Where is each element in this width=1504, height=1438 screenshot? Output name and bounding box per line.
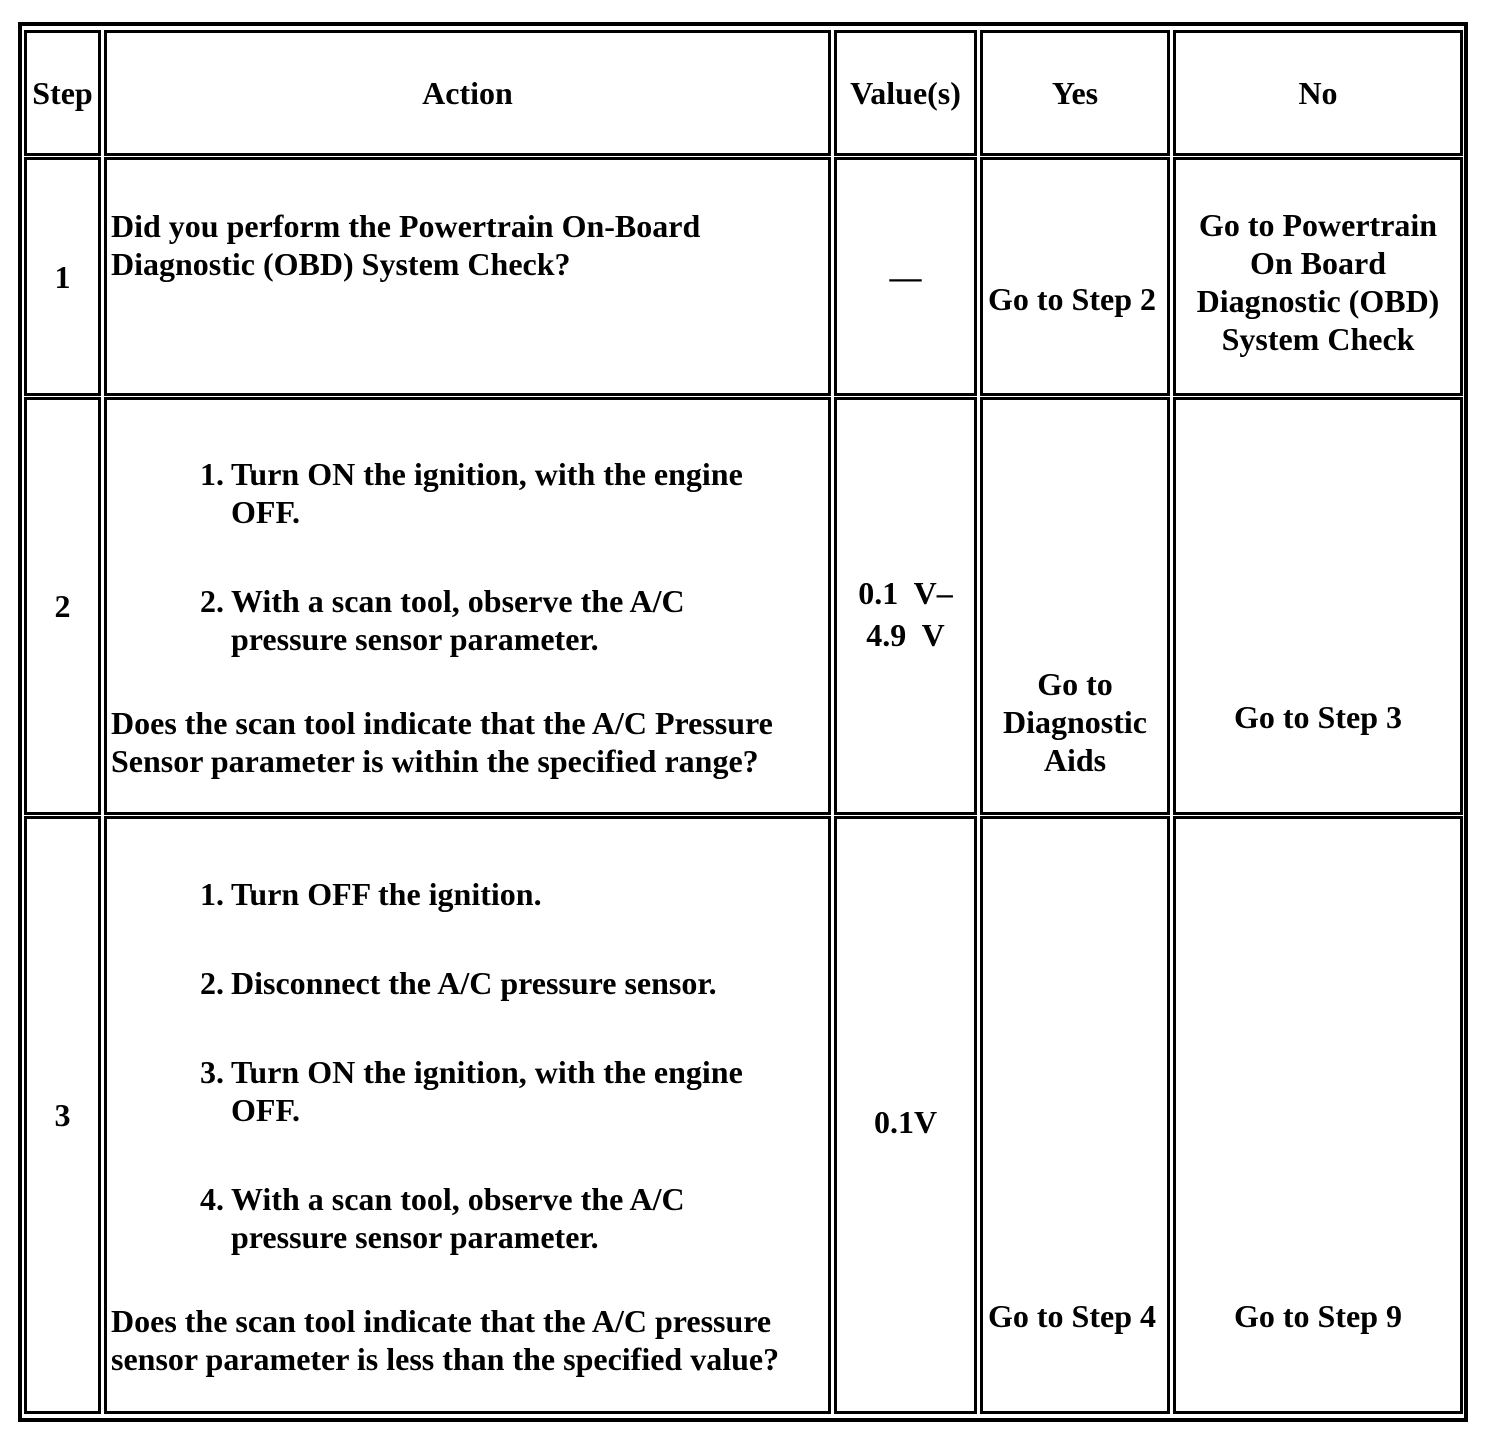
row-2-yes-line1: Go to [1037, 666, 1113, 702]
header-step [24, 30, 101, 156]
row-1-no-line2: On Board [1249, 245, 1387, 281]
row-3-item-1-number: 1. [200, 876, 224, 912]
row-2-item-2-number: 2. [200, 583, 224, 619]
header-action [104, 30, 831, 156]
row-2-item-2-line2: pressure sensor parameter. [231, 621, 599, 657]
header-values [834, 30, 977, 156]
row-1-yes-link[interactable]: Go to Step 2 [988, 281, 1156, 317]
row-3-question-line1: Does the scan tool indicate that the A/C pressure [111, 1303, 772, 1339]
row-2-step-number: 2 [54, 588, 71, 624]
row-3-no-text: Go to Step 9 [1234, 1298, 1402, 1334]
row-1-step-number: 1 [54, 258, 71, 295]
row-3-item-3-line2: OFF. [231, 1092, 301, 1128]
row-1-question-line1: Did you perform the Powertrain On-Board [111, 208, 701, 244]
row-2-no-text: Go to Step 3 [1234, 699, 1402, 735]
row-3-value [834, 816, 977, 1414]
row-1-action [104, 157, 831, 396]
row-2-value-min: 0.1 V– [858, 575, 953, 611]
row-2-value-max: 4.9 V [866, 617, 945, 653]
row-1-question-line2: Diagnostic (OBD) System Check? [111, 246, 571, 282]
row-3-step-number: 3 [54, 1097, 71, 1133]
row-2-item-2-line1: With a scan tool, observe the A/C [231, 583, 685, 619]
row-3-item-4-line1: With a scan tool, observe the A/C [231, 1181, 685, 1217]
row-3-item-4-number: 4. [200, 1181, 224, 1217]
row-2-yes-line2: Diagnostic [1003, 704, 1147, 740]
row-3-value-box [837, 1103, 974, 1141]
row-1-value [834, 157, 977, 396]
row-2-item-1-number: 1. [200, 456, 224, 492]
header-step-label: Step [32, 74, 93, 111]
row-3-item-4-line2: pressure sensor parameter. [231, 1219, 599, 1255]
row-3-action [104, 816, 831, 1414]
row-3-step [24, 816, 101, 1414]
header-no [1173, 30, 1463, 156]
header-yes [980, 30, 1170, 156]
header-values-label: Value(s) [850, 74, 961, 111]
row-3-yes-link[interactable]: Go to Step 4 [988, 1298, 1156, 1334]
row-2-yes-link[interactable] [983, 665, 1167, 779]
row-2-value [834, 397, 977, 815]
header-no-label: No [1298, 74, 1338, 111]
row-2-no-link[interactable] [1176, 698, 1460, 736]
row-2-action [104, 397, 831, 815]
row-3-item-2-line1: Disconnect the A/C pressure sensor. [231, 965, 717, 1001]
row-1-no-line1: Go to Powertrain [1198, 207, 1438, 243]
row-2-no [1173, 397, 1463, 815]
row-1-yes [980, 157, 1170, 396]
row-1-value-text: — [889, 258, 922, 295]
row-3-item-3-number: 3. [200, 1054, 224, 1090]
row-2-value-range [837, 572, 974, 656]
row-3-question-line2: sensor parameter is less than the specified value? [111, 1341, 780, 1377]
row-2-yes-line3: Aids [1043, 742, 1107, 778]
row-2-question-line2: Sensor parameter is within the specified range? [111, 743, 759, 779]
row-1-no-link[interactable] [1176, 206, 1460, 358]
row-2-question-line1: Does the scan tool indicate that the A/C Pressure [111, 705, 773, 741]
row-3-no [1173, 816, 1463, 1414]
row-3-no-link[interactable] [1176, 1297, 1460, 1335]
row-2-step [24, 397, 101, 815]
row-3-item-2-number: 2. [200, 965, 224, 1001]
header-yes-label: Yes [1051, 74, 1099, 111]
row-2-yes [980, 397, 1170, 815]
row-1-no-line4: System Check [1221, 321, 1415, 357]
row-3-item-1-line1: Turn OFF the ignition. [231, 876, 542, 912]
row-1-no [1173, 157, 1463, 396]
row-1-step [24, 157, 101, 396]
row-3-value-text: 0.1V [873, 1104, 938, 1140]
header-action-label: Action [422, 74, 513, 111]
row-2-item-1-line1: Turn ON the ignition, with the engine [231, 456, 743, 492]
row-1-no-line3: Diagnostic (OBD) [1196, 283, 1440, 319]
row-3-item-3-line1: Turn ON the ignition, with the engine [231, 1054, 743, 1090]
row-3-yes [980, 816, 1170, 1414]
row-2-item-1-line2: OFF. [231, 494, 301, 530]
